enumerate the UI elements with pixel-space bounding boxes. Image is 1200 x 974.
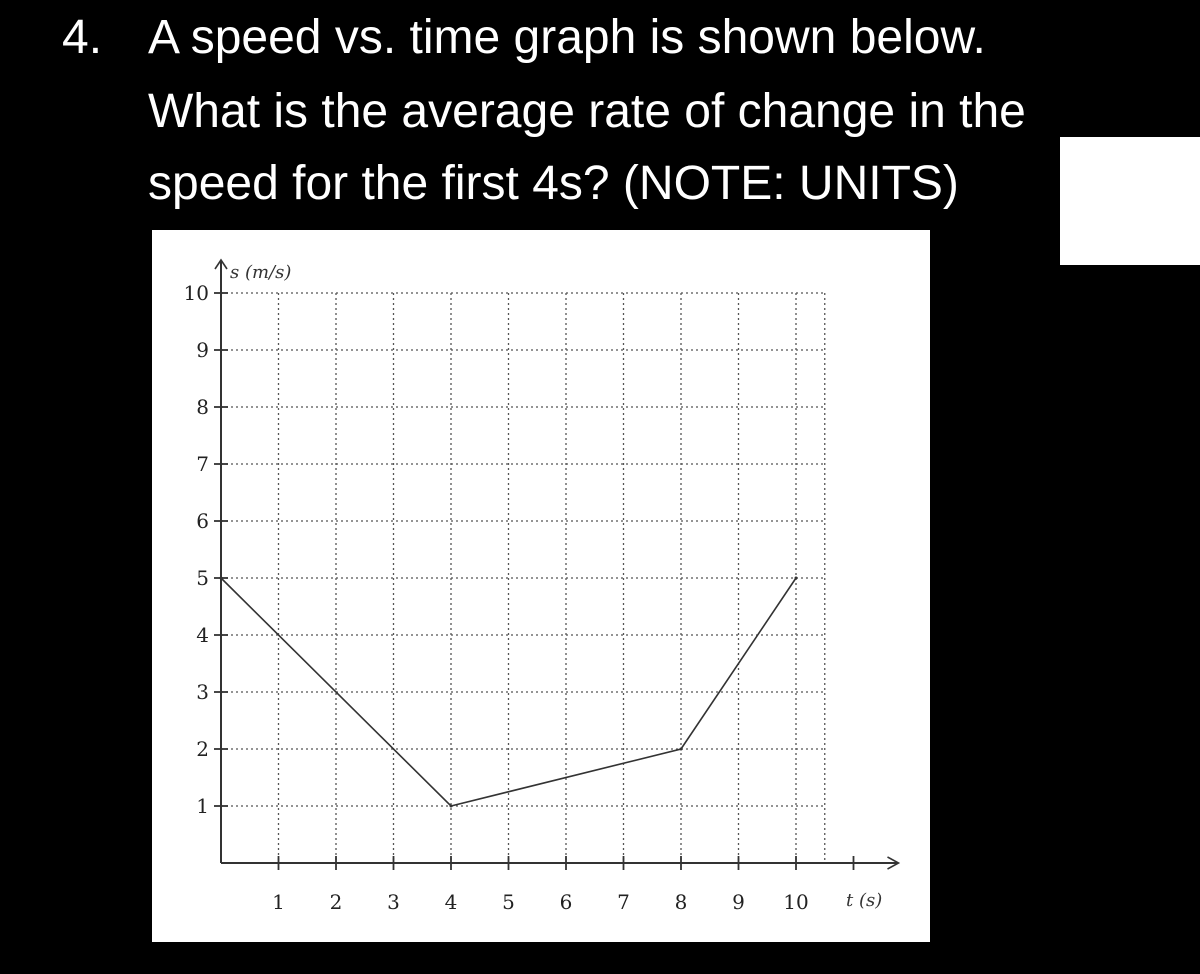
x-tick-label: 8 — [674, 890, 688, 914]
x-tick-label: 9 — [732, 890, 745, 914]
y-tick-label: 10 — [183, 281, 209, 305]
question-number: 4. — [62, 11, 103, 64]
y-tick-label: 8 — [196, 395, 209, 419]
question-text-line-3: speed for the first 4s? (NOTE: UNITS) — [148, 157, 959, 210]
y-tick-label: 9 — [196, 338, 209, 362]
x-tick-label: 3 — [387, 890, 400, 914]
x-tick-label: 5 — [502, 890, 515, 914]
y-tick-label: 6 — [196, 509, 209, 533]
question-text-line-2: What is the average rate of change in the — [148, 85, 1026, 138]
x-tick-label: 1 — [272, 890, 285, 914]
data-point — [220, 577, 223, 580]
x-tick-label: 10 — [783, 890, 809, 914]
speed-time-graph — [152, 230, 930, 942]
x-tick-label: 7 — [617, 890, 630, 914]
ticks-layer — [184, 281, 854, 914]
data-point — [795, 577, 798, 580]
y-tick-label: 5 — [196, 566, 209, 590]
chart-svg — [152, 230, 930, 942]
y-tick-label: 4 — [196, 623, 209, 647]
y-tick-label: 7 — [196, 452, 209, 476]
data-point — [450, 805, 453, 808]
y-tick-label: 1 — [196, 794, 209, 818]
x-axis-label: t (s) — [846, 890, 883, 911]
x-tick-label: 4 — [444, 890, 458, 914]
question-block — [0, 0, 1200, 230]
grid-layer — [221, 293, 825, 863]
y-tick-label: 2 — [196, 737, 209, 761]
blank-white-box — [1060, 137, 1200, 265]
data-point — [680, 748, 683, 751]
question-text-line-1: A speed vs. time graph is shown below. — [148, 11, 986, 64]
y-tick-label: 3 — [196, 680, 209, 704]
x-tick-label: 6 — [559, 890, 573, 914]
y-axis-label: s (m/s) — [230, 262, 292, 283]
x-tick-label: 2 — [329, 890, 343, 914]
